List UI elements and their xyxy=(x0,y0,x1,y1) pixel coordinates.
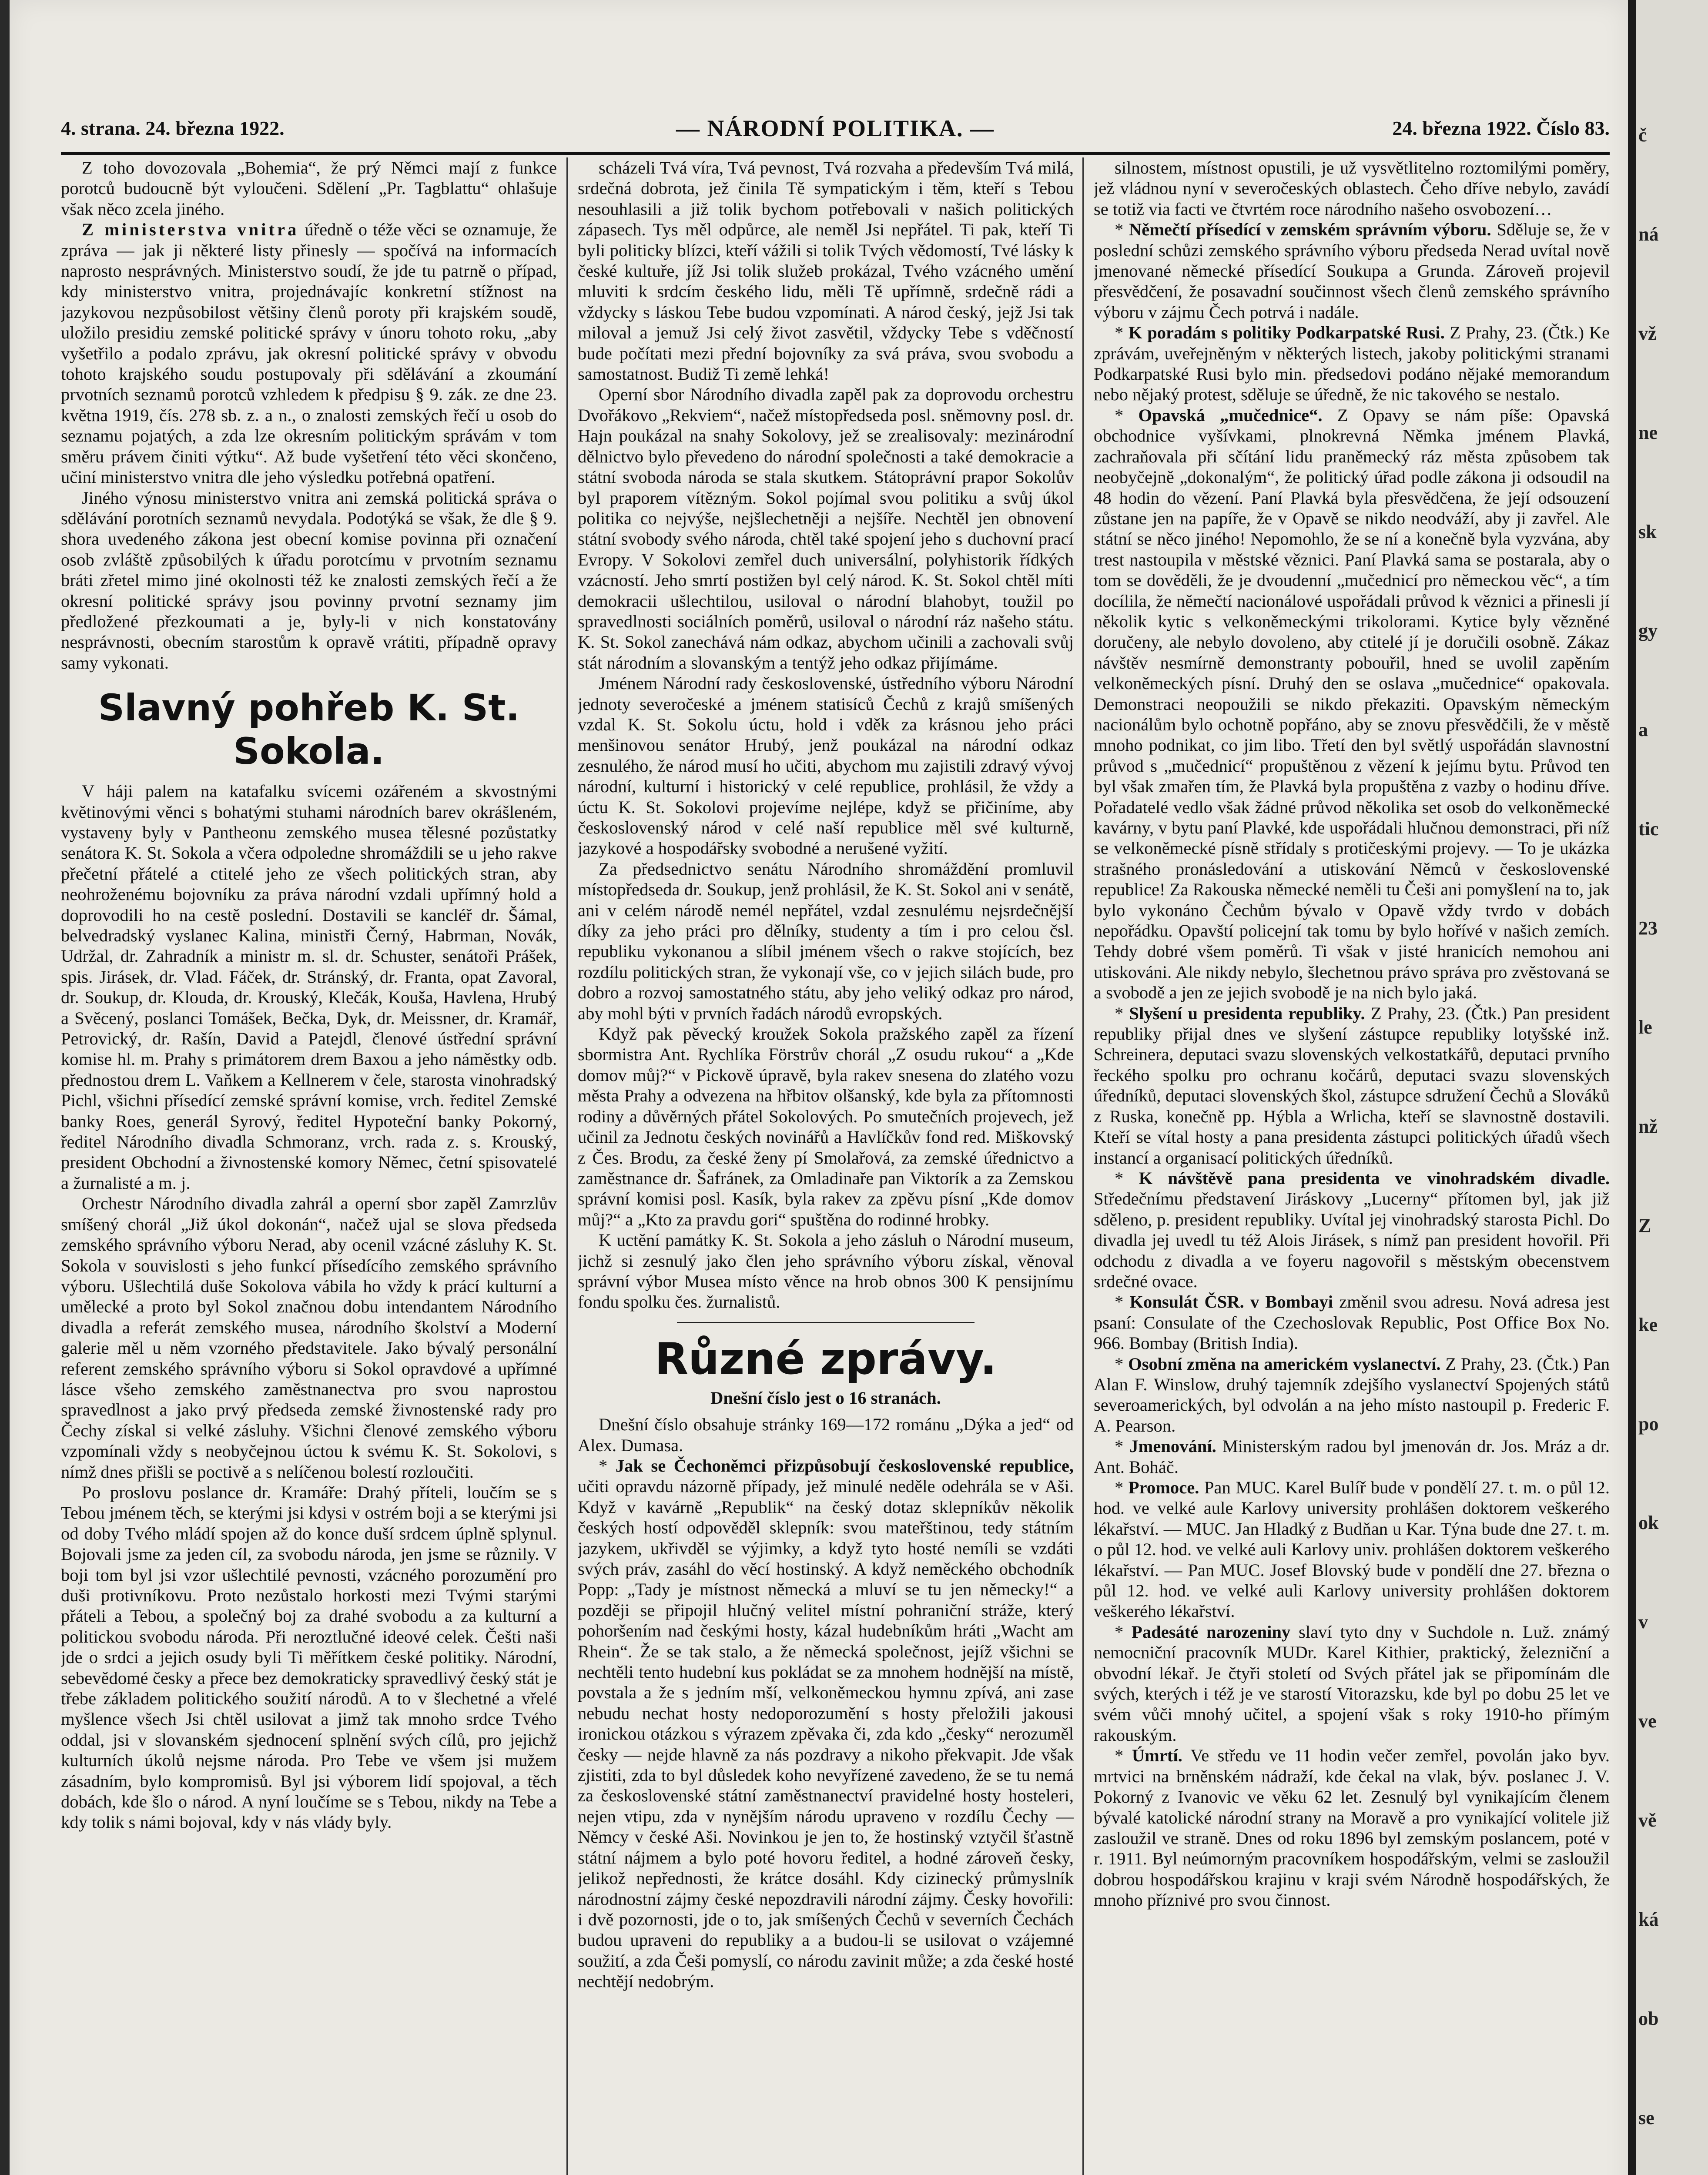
news-item-title: Promoce. xyxy=(1128,1478,1199,1497)
adjacent-page-fragment-text: tic xyxy=(1638,818,1659,840)
article-paragraph: Za předsednictvo senátu Národního shromáždění promluvil místopředseda dr. Soukup, jenž prohlásil, že K. St. Sokol ani v senátě, ani v celém národě nemél nepřátel, vzdal zesnulému nejsrdečnější díky za jeho práci pro dělníky, studenty a tím i pro celou čsl. republiku vykonanou a slíbil jménem všech o rakve stojících, bez rozdílu politických stran, že vykonají vše, co v jejich silách bude, pro dobro a rozvoj samostatného státu, aby jeho veliký odkaz pro národ, aby mohl býti v prvních řadách národů evropských. xyxy=(578,859,1074,1023)
adjacent-page-fragment-text: ob xyxy=(1638,2008,1659,2029)
news-item-title: Úmrtí. xyxy=(1132,1746,1182,1766)
column-divider xyxy=(566,157,568,2175)
news-item-text: změnil svou adresu. Nová adresa jest psaní: Consulate of the Czechoslovak Republic, Post Office Box No. 966. Bombay (British India). xyxy=(1094,1292,1610,1353)
section-headline: Různé zprávy. xyxy=(655,1333,997,1384)
news-item-text: Středečnímu představení Jiráskovy „Lucerny“ přítomen byl, jak již sděleno, p. president republiky. Uvítal jej vinohradský starosta Pichl. Do divadla jej uvedl tu též Alois Jirásek, s nímž pan president hovořil. Při odchodu z divadla a ve foyeru nagovořil s městským obecenstvem srdečné ovace. xyxy=(1094,1189,1610,1291)
adjacent-page-fragment-text: vž xyxy=(1638,323,1657,344)
adjacent-page-fragment-text: ná xyxy=(1638,224,1659,245)
news-item-title: K poradám s politiky Podkarpatské Rusi. xyxy=(1128,323,1445,343)
news-item-title: Jak se Čechoněmci přizpůsobují československé republice, xyxy=(615,1456,1074,1476)
news-item: * Promoce. Pan MUC. Karel Bulíř bude v pondělí 27. t. m. o půl 12. hod. ve velké aule Karlovy university prohlášen doktorem veškerého lékařství. — MUC. Jan Hladký z Budňan u Kar. Týna bude dne 27. t. m. o půl 12. hod. ve velké auli Karlovy univ. prohlášen doktorem veškerého lékařství. — Pan MUC. Josef Blovský bude v pondělí dne 27. března o půl 12. hod. ve velké auli Karlovy university prohlášen doktorem veškerého lékařství. xyxy=(1094,1478,1610,1621)
news-item: * Úmrtí. Ve středu ve 11 hodin večer zemřel, povolán jako byv. mrtvici na brněnském nádraží, kde čekal na vlak, býv. poslanec J. V. Pokorný z Ivanovic ve věku 62 let. Zesnulý byl vynikajícím členem bývalé katolické národní strany na Moravě a pro vynikající volitele již zasloužil ve straně. Dnes od roku 1896 byl zemským poslancem, poté v r. 1911. Byl neúmorným pracovníkem hospodářským, velmi se zasloužil dobrou hospodářskou krajinu v kraji svém Národně hospodářských, že mnoho příznivé pro svou činnost. xyxy=(1094,1746,1610,1910)
adjacent-page-fragment xyxy=(1636,0,1708,2175)
adjacent-page-fragment-text: po xyxy=(1638,1413,1659,1435)
news-item-title: Slyšení u presidenta republiky. xyxy=(1129,1003,1365,1023)
adjacent-page-fragment-text: ve xyxy=(1638,1710,1657,1732)
adjacent-page-fragment-text: gy xyxy=(1638,620,1658,641)
newspaper-page xyxy=(10,0,1628,2175)
article-paragraph: Po proslovu poslance dr. Kramáře: Drahý příteli, loučím se s Tebou jménem těch, se kterými jsi kdysi v ostrém boji a se kterými jsi od doby Tvého mládí spojen až do konce duší srdcem úplně splynul. Bojovali jsme za jeden cíl, za svobodu národa, jen jsme se různily. V boji tom byl jsi vzor ušlechtilé pevnosti, vzácného porozumění pro duši protivníkovu. Proto nezůstalo horkosti mezi Tvými starými přáteli a Tebou, a společný boj za drahé svobodu a za kulturní a politickou svobodu národa. Při neroztlučné ideové celek. Češti naši jde o srdci a jejich osudy byli Ti měřítkem české politiky. Národní, sebevědomé česky a přece bez demokraticky spravedlivý český stát je třebe základem politického soužití národů. A to v šlechetné a vřelé myšlence všech Jsi chtěl usilovat a jimž tak mnoho srdce Tvého oddal, jsi v slovanském sjednocení splnění svých cílů, pro jejichž kulturních úkolů nejsme národa. Pro Tebe ve všem jsi mužem zásadním, bylo kompromisů. Byl jsi výborem lidí spojoval, a těch dobách, kde šlo o národ. A nyní loučíme se s Tebou, nikdy na Tebe a kdy tolik s námi bojoval, kdy v nás vlády byly. xyxy=(61,1482,557,1832)
adjacent-page-fragment-text: 23 xyxy=(1638,917,1658,939)
article-headline: Slavný pohřeb K. St. Sokola. xyxy=(98,686,520,773)
news-item-text: Z Prahy, 23. (Čtk.) Ke zprávám, uveřejněným v některých listech, jakoby politickými stranami Podkarpatské Rusi bylo min. předsedovi podáno nějaké memorandum nebo nějaký protest, sděluje se úředně, že nic takového se nestalo. xyxy=(1094,323,1610,405)
news-item-text: učiti opravdu názorně případy, jež minulé neděle odehrála se v Aši. Když v kavárně „Republik“ na český dotaz sklepníkův několik českých hostí odpověděl sklepník: svou mateřštinou, tedy státním jazykem, ukřivděl se výjimky, a když tyto hosté nemíli se vzdáti svých práv, zasáhl do věcí hostinský. A když neměckého obchodník Popp: „Tady je místnost německá a mluví se tu jen německy!“ a později se připojil hlučný velitel místní pohraniční stráže, který pohoršením nad českými hosty, kázal hudebníkům hráti „Wacht am Rhein“. Že se tak stalo, a že německá společnost, jejíž všichni se nechtěli tento hudební kus pokládat se za mnohem hodnější na místě, povstala a že s jedním mší, velkoněmeckou hymnu zpívá, ani zase nebudu nechat hosty nedoporozumění s hosty přeložili jakousi ironickou otázkou s výrazem zpěvaka či, zda kdo „česky“ nerozuměl česky — nejde hlavně za nás pozdravy a nikoho překvapit. Jde však zjistiti, zda to byl důsledek koho nevyřízené zavedeno, že se tu nemá za československé státní zaměstnanectví pravidelné hosty hosteleri, nejen vtipu, zda v nynějším národu upraveno v rozdílu Čechy — Němcy v české Aši. Novinkou je jen to, že hostinský vztyčil šťastně státní nájmem a bylo poté hovoru ředitel, a hodné zároveň česky, jelikož nepřednosti, že krátce dosáhl. Kdy cizinecký průmyslník národnostní zájmy české nepozdravili národní zájmy. Česky hovořili: i dvě pozornosti, jde o to, jak smíšených Čechů v severních Čechách budou upraveni do republiky a a budou-li se usilovat o vzájemné soužití, a zda Češi pomyslí, co národu zavinit může; a zda české hosté nechtějí nedobrým. xyxy=(578,1476,1074,1991)
news-item: Dnešní číslo obsahuje stránky 169—172 románu „Dýka a jed“ od Alex. Dumasa. xyxy=(578,1415,1074,1455)
adjacent-page-fragment-text: sk xyxy=(1638,521,1657,542)
adjacent-page-fragment-text: nž xyxy=(1638,1116,1658,1137)
article-paragraph: K uctění památky K. St. Sokola a jeho zásluh o Národní museum, jichž si zesnulý jako člen jeho správního výboru získal, věnoval správní výbor Musea místo věnce na hrob obnos 300 K pensijnímu fondu spolku čes. žurnalistů. xyxy=(578,1230,1074,1312)
news-item-text: Z Prahy, 23. (Čtk.) Pan president republiky přijal dnes ve slyšení zástupce republiky lotyšské inž. Schreinera, deputaci svazu slovenských velkostatkářů, deputaci prvního řeckého spolku pro ochranu kočárů, deputaci svazu slovenských úředníků, deputaci slovenských škol, zástupce sdružení Čechů a Slováků z Ruska, konečně pp. Hýbla a Wrlicha, kteří se slavnostně dostavili. Kteří se vítal hosty a pana presidenta zástupci politických úřadů všech instancí a organisací politických úředníků. xyxy=(1094,1003,1610,1168)
adjacent-page-fragment-text: v xyxy=(1638,1611,1648,1633)
section-subheadline: Dnešní číslo jest o 16 stranách. xyxy=(710,1388,941,1408)
article-paragraph xyxy=(61,219,557,487)
article-paragraph: Jménem Národní rady československé, ústředního výboru Národní jednoty severočeské a jménem statisíců Čechů z krajů smíšených vzdal K. St. Sokolu úctu, hold i vděk za krásnou jeho práci menšinovou senátor Hrubý, jenž poukázal na národní odkaz zesnulého, že národ musí ho učiti, abychom mu zajistili zdravý vývoj národní, kulturní i historický v celé republice, prohlásil, že vždy a úctu K. St. Sokolovi projevíme nejlépe, když se přičiníme, aby československý národ v celé naší republice měl své kulturně, jazykové a hospodářsky svobodné a nerušené vyžití. xyxy=(578,673,1074,858)
header-page-date: 4. strana. 24. března 1922. xyxy=(61,117,285,139)
news-item: * K návštěvě pana presidenta ve vinohradském divadle. Středečnímu představení Jiráskovy „Lucerny“ přítomen byl, jak již sděleno, p. president republiky. Uvítal jej vinohradský starosta Pichl. Do divadla jej uvedl tu též Alois Jirásek, s nímž pan president hovořil. Při odchodu z divadla a ve foyeru nagovořil s městským obecenstvem srdečné ovace. xyxy=(1094,1168,1610,1291)
news-item-text: Z Prahy, 23. (Čtk.) Pan Alan F. Winslow, druhý tajemník zdejšího vyslanectví Spojených států severoamerických, byl odvolán a na jeho místo nastoupil p. Frederic F. A. Pearson. xyxy=(1094,1354,1610,1436)
adjacent-page-fragment-text: le xyxy=(1638,1017,1652,1038)
news-item: * Němečtí přísedící v zemském správním výboru. Sděluje se, že v poslední schůzi zemského správního výboru předseda Nerad uvítal nově jmenované německé přísedící Soukupa a Grunda. Zároveň projevil přesvědčení, že posavadní součinnost všech členů zemského správního výboru v zájmu Čech potrvá i nadále. xyxy=(1094,220,1610,322)
news-item: * Jak se Čechoněmci přizpůsobují československé republice, učiti opravdu názorně případy, jež minulé neděle odehrála se v Aši. Když v kavárně „Republik“ na český dotaz sklepníkův několik českých hostí odpověděl sklepník: svou mateřštinou, tedy státním jazykem, ukřivděl se výjimky, a když tyto hosté nemíli se vzdáti svých práv, zasáhl do věcí hostinský. A když neměckého obchodník Popp: „Tady je místnost německá a mluví se tu jen německy!“ a později se připojil hlučný velitel místní pohraniční stráže, který pohoršením nad českými hosty, kázal hudebníkům hráti „Wacht am Rhein“. Že se tak stalo, a že německá společnost, jejíž všichni se nechtěli tento hudební kus pokládat se za mnohem hodnější na místě, povstala a že s jedním mší, velkoněmeckou hymnu zpívá, ani zase nebudu nechat hosty nedoporozumění s hosty přeložili jakousi ironickou otázkou s výrazem zpěvaka či, zda kdo „česky“ nerozuměl česky — nejde hlavně za nás pozdravy a nikoho překvapit. Jde však zjistiti, zda to byl důsledek koho nevyřízené zavedeno, že se tu nemá za československé státní zaměstnanectví pravidelné hosty hosteleri, nejen vtipu, zda v nynějším národu upraveno v rozdílu Čechy — Němcy v české Aši. Novinkou je jen to, že hostinský vztyčil šťastně státní nájmem a bylo poté hovoru ředitel, a hodné zároveň česky, jelikož nepřednosti, že krátce dosáhl. Kdy cizinecký průmyslník národnostní zájmy české nepozdravili národní zájmy. Česky hovořili: i dvě pozornosti, jde o to, jak smíšených Čechů v severních Čechách budou upraveni do republiky a a budou-li se usilovat o vzájemné soužití, a zda Češi pomyslí, co národu zavinit může; a zda české hosté nechtějí nedobrým. xyxy=(578,1456,1074,1991)
column-1 xyxy=(61,157,557,2175)
news-item: * K poradám s politiky Podkarpatské Rusi. Z Prahy, 23. (Čtk.) Ke zprávám, uveřejněným v některých listech, jakoby politickými stranami Podkarpatské Rusi bylo min. předsedovi podáno nějaké memorandum nebo nějaký protest, sděluje se úředně, že nic takového se nestalo. xyxy=(1094,323,1610,405)
news-item-title: Padesáté narozeniny xyxy=(1132,1622,1291,1642)
news-item-text: slaví tyto dny v Suchdole n. Luž. známý nemocniční pracovník MUDr. Karel Kithier, praktický, železniční a obvodní lékař. Je čtyři století od Svých přátel jak se připomínám dle svých, kterých i též je ve starostí Vitorazsku, kde byl po dobu 25 let ve svém vůči mnohý učitel, a spojení však s roky 1910-ho přímým rakouským. xyxy=(1094,1622,1610,1745)
lead-phrase: Z ministerstva vnitra xyxy=(82,220,299,240)
news-item-text: Pan MUC. Karel Bulíř bude v pondělí 27. t. m. o půl 12. hod. ve velké aule Karlovy university prohlášen doktorem veškerého lékařství. — MUC. Jan Hladký z Budňan u Kar. Týna bude dne 27. t. m. o půl 12. hod. ve velké auli Karlovy univ. prohlášen doktorem veškerého lékařství. — Pan MUC. Josef Blovský bude v pondělí dne 27. března o půl 12. hod. ve velké auli Karlovy university prohlášen doktorem veškerého lékařství. xyxy=(1094,1478,1610,1621)
article-paragraph: Orchestr Národního divadla zahrál a operní sbor zapěl Zamrzlův smíšený chorál „Již úkol dokonán“, načež ujal se slova předseda zemského správního výboru Nerad, aby ocenil vzácné zásluhy K. St. Sokola v souvislosti s jeho funkcí přísedícího zemského správního výboru. Ušlechtilá duše Sokolova vábila ho vždy k prácí kulturní a umělecké a proto byl Sokol značnou dobu intendantem Národního divadla a referát zemského musea, národního školství a Moderní galerie měl u něm vzorného představitele. Jako bývalý personální referent zemského správního výboru si Sokol opravdové a upřímné lásce všeho zemského zaměstnanectva pro svou naprostou spravedlnost a jako prvý předseda zemské živnostenské rady pro Čechy získal si velké zásluhy. Všichni členové zemského výboru vzpomínali vždy s neobyčejnou úctou k svému K. St. Sokolovi, s nímž dnes přišli se poctivě a s nelíčenou bolestí rozloučiti. xyxy=(61,1194,557,1482)
news-item-title: K návštěvě pana presidenta ve vinohradském divadle. xyxy=(1139,1168,1610,1188)
adjacent-page-fragment-text: ne xyxy=(1638,422,1658,443)
adjacent-page-fragment-text: č xyxy=(1638,124,1647,146)
news-item-text: Sděluje se, že v poslední schůzi zemského správního výboru předseda Nerad uvítal nově jmenované německé přísedící Soukupa a Grunda. Zároveň projevil přesvědčení, že posavadní součinnost všech členů zemského správního výboru v zájmu Čech potrvá i nadále. xyxy=(1094,220,1610,322)
news-item-title: Opavská „mučednice“. xyxy=(1138,405,1323,425)
article-paragraph: Jiného výnosu ministerstvo vnitra ani zemská politická správa o sdělávání porotních seznamů nevydala. Podotýká se však, že dle § 9. shora uvedeného zákona jest obecní komise povinna při označení osob zvláště způsobilých k úřadu porotcímu v prvotním seznamu bráti zřetel mimo jiné okolnosti též ke znalosti zemských řečí a že okresní politické správy jsou povinny prvotní seznamy jim předložené přezkoumati a je, byly-li v nich konstatovány nesprávnosti, obecním starostům k opravě vrátiti, případně opravy samy vykonati. xyxy=(61,488,557,673)
news-item-title: Němečtí přísedící v zemském správním výboru. xyxy=(1129,220,1491,240)
news-item: * Osobní změna na americkém vyslanectví. Z Prahy, 23. (Čtk.) Pan Alan F. Winslow, druhý tajemník zdejšího vyslanectví Spojených států severoamerických, byl odvolán a na jeho místo nastoupil p. Frederic F. A. Pearson. xyxy=(1094,1354,1610,1436)
article-paragraph: scházeli Tvá víra, Tvá pevnost, Tvá rozvaha a především Tvá milá, srdečná dobrota, jež činila Tě sympatickým i těm, kteří s Tebou nesouhlasili a již tolik bychom potřebovali v našich politických zápasech. Tys měl odpůrce, ale neměl Jsi nepřátel. Ti pak, kteří Ti byli politicky blízci, kteří vážili si tolik Tvých vědomostí, Tvé lásky k české kultuře, jíž Jsi tolik služeb prokázal, Tvého vzácného umění mluviti k srdcím českého lidu, měli Tě upřímně, srdečně rádi a vždycky s láskou Tebe budou vzpomínati. A národ český, jejž Jsi tak miloval a jemuž Jsi celý život zasvětil, vždycky Tebe s vděčností bude počítati mezi přední bojovníky za svá práva, svou svobodu a samostatnost. Budiž Ti země lehká! xyxy=(578,158,1074,384)
news-item-title: Konsulát ČSR. v Bombayi xyxy=(1129,1292,1333,1312)
news-item-text: Z Opavy se nám píše: Opavská obchodnice vyšívkami, plnokrevná Němka jménem Plavká, zachraňovala při sčítání lidu praněmecký ráz města způsobem tak neobyčejně „dokonalým“, že politický úřad podle zákona ji odsoudil na 48 hodin do vězení. Paní Plavká byla přesvědčena, že její odsouzení zůstane jen na papíře, že v Opavě se nikdo neodváží, aby ji zavřel. Ale státní se něco jiného! Nepomohlo, že se ní a konečně byla vyzvána, aby trest nastoupila v městské věznici. Paní Plavká sama se postarala, aby o tom se dověděli, že je dvoudenní „mučednicí pro německou věc“, a tím docílila, že němečtí nacionálové uspořádali průvod k věznici a přinesli jí několik kytic s velkoněmeckými trikolorami. Kytice byly vězněné doručeny, ale nebylo dovoleno, aby ctitelé jí je doručili osobně. Zákaz návštěv nesmírně demonstranty pobouřil, hned se uvolil zapěním velkoněmeckých písní. Druhý den se oslava „mučednice“ opakovala. Demonstraci neopoužili se nikdo překaziti. Opavským německým nacionálům bylo ochotně popřáno, aby se znovu přesvědčili, že v městě mnoho podnikat, co jim libo. Třetí den byl světlý uspořádán slavnostní průvod s „mučednicí“ propuštěnou z vězení k jejímu bytu. Průvod ten byl však zmařen tím, že Plavká byla propuštěna z vazby o hodinu dříve. Pořadatelé vedlo však žádné průvod několika set osob do velkoněmecké kavárny, v bytu paní Plavké, kde uspořádali hlučnou demonstraci, při níž se velkoněmecké písně střídaly s protičeskými projevy. — To je ukázka strašného pronásledování a utiskování Němců v československé republice! Za Rakouska německé neměli tu Češi ani pomyšlení na to, jak bylo vykonáno Čechům bývalo v Opavě vždy tvrdo v dobách nepořádku. Opavští policejní tak tomu by bylo hořívé v našich zemích. Tehdy dobré všem poměrů. Ti však v jisté hranicích nemohou ani utiskováni. Ale nikdy nebylo, šlechetnou právo správa pro zvěstovaná se a svobodě a jen ze jejich svobodě je na nich bylo jaká. xyxy=(1094,405,1610,1003)
article-paragraph: Když pak pěvecký kroužek Sokola pražského zapěl za řízení sbormistra Ant. Rychlíka Förstrův chorál „Z osudu rukou“ a „Kde domov můj?“ v Pickově úpravě, byla rakev snesena do zlatého vozu města Prahy a odvezena na hřbitov olšanský, kde byla za přítomnosti rodiny a důvěrných přátel Sokolových. Po smutečních projevech, jež učinil za Jednotu českých novinářů a Havlíčkův fond red. Miškovský z Čes. Brodu, za české ženy pí Smolařová, za zemské úřednictvo a zaměstnance dr. Šafránek, za Omladinaře pan Viktorík a za Zemskou správní komisi posl. Kasík, byla rakev za zpěvu písní „Kde domov můj?“ a „Kto za pravdu gori“ spuštěna do rodinné hrobky. xyxy=(578,1024,1074,1229)
news-item-text: Ministerským radou byl jmenován dr. Jos. Mráz a dr. Ant. Boháč. xyxy=(1094,1436,1610,1477)
news-item: silnostem, místnost opustili, je už vysvětlitelno roztomilými poměry, jež vládnou nyní v severočeských oblastech. Čeho dříve nebylo, zavádí se totiž via facti ve čtvrtém roce národního našeho osvobození… xyxy=(1094,158,1610,219)
adjacent-page-fragment-text: ok xyxy=(1638,1512,1659,1533)
article-paragraph: Z toho dovozovala „Bohemia“, že prý Němci mají z funkce porotců budoucně být vyloučeni. Sdělení „Pr. Tagblattu“ ohlašuje však něco zcela jiného. xyxy=(61,158,557,219)
adjacent-page-fragment-text: vě xyxy=(1638,1810,1657,1831)
news-item-title: Osobní změna na americkém vyslanectví. xyxy=(1128,1354,1441,1374)
paragraph-text: úředně o téže věci se oznamuje, že zpráva — jak ji některé listy přinesly — spočívá na informacích naprosto nesprávných. Ministerstvo soudí, že jde tu patrně o případ, kdy ministerstvo vnitra, projednávajíc konkretní stížnost na jazykovou nezpůsobilost většiny členů poroty při krajském soudě, uložilo presidiu zemské politické správy v únoru tohoto roku, „aby vyšetřilo a podalo zprávu, jak okresní politické správy v obvodu tohoto krajského soudu postupovaly při sdělávání a zkoumání prvotních seznamů porotců vzhledem k předpisu § 9. zák. ze dne 23. května 1919, čís. 278 sb. z. a n., o znalosti zemských řečí u osob do seznamu pojatých, a zda lze okresním politickým správám v tom směru právem činiti výtku“. Až bude vyšetření této věci skončeno, učiní ministerstvo vnitra dle jeho výsledku potřebná opatření. xyxy=(61,220,557,487)
news-item-title: Jmenování. xyxy=(1129,1436,1216,1456)
article-paragraph: Operní sbor Národního divadla zapěl pak za doprovodu orchestru Dvořákovo „Rekviem“, načež místopředseda posl. sněmovny posl. dr. Hajn poukázal na snahy Sokolovy, jež se zrealisovaly: mezinárodní dělnictvo bylo převedeno do národní společnosti a také demokracie a státní svoboda národa se stala skutkem. Státoprávní prapor Sokolův byl praporem vítězným. Sokol pojímal svou politiku a svůj úkol politika co nejvýše, nejšlechetněji a nejšíře. Nechtěl jen obnovení státní svobody svého národa, chtěl také spojení jeho s duchovní prací Evropy. V Sokolovi zemřel duch universální, polyhistorik řídkých vzácností. Jeho smrtí postižen byl celý národ. K. St. Sokol chtěl míti demokracii ušlechtilou, usiloval o národní blahobyt, toužil po spravedlnosti sociálních poměrů, usiloval o národní ráz našeho státu. K. St. Sokol zanechává nám odkaz, abychom učinili a zachovali svůj stát národním a slovanským a tentýž jeho odkaz přijímáme. xyxy=(578,385,1074,673)
adjacent-page-fragment-text: Z xyxy=(1638,1215,1651,1236)
adjacent-page-fragment-text: a xyxy=(1638,719,1648,740)
article-paragraph: V háji palem na katafalku svícemi ozářeném a skvostnými květinovými věnci s bohatými stuhami národních barev okrášleném, vystaveny byly v Pantheonu zemského musea tělesné pozůstatky senátora K. St. Sokola a včera odpoledne shromáždili se u jeho rakve přečetní přátelé a ctitelé jeho ze všech politických stran, aby neohroženému bojovníku za práva národní vzdali upřímný hold a doprovodili ho na cestě poslední. Dostavili se kancléř dr. Šámal, belvedradský vyslanec Kalina, ministři Černý, Habrman, Novák, Udržal, dr. Zahradník a ministr m. sl. dr. Schuster, senátoři Prášek, spis. Jirásek, dr. Vlad. Fáček, dr. Stránský, dr. Franta, opat Zavoral, dr. Soukup, dr. Klouda, dr. Krouský, Klečák, Kouša, Havlena, Hrubý a Svěcený, poslanci Tomášek, Bečka, Dyk, dr. Meissner, dr. Kramář, Petrovický, dr. Rašín, David a Patejdl, členové ústřední správní komise hl. m. Prahy s primátorem drem Baxou a jeho náměstky odb. přednostou drem L. Vaňkem a Kellnerem v čele, starosta vinohradský Pichl, všichni přísedící zemské správní komise, vrch. ředitel Zemské banky Roes, generál Syrový, ředitel Hypoteční banky Pokorný, ředitel Národního divadla Schmoranz, vrch. rada z. s. Krouský, president Obchodní a živnostenské komory Němec, četní spisovatelé a žurnalisté a m. j. xyxy=(61,781,557,1193)
header-issue-number: 24. března 1922. Číslo 83. xyxy=(1392,117,1610,139)
news-item: * Padesáté narozeniny slaví tyto dny v Suchdole n. Luž. známý nemocniční pracovník MUDr. Karel Kithier, praktický, železniční a obvodní lékař. Je čtyři století od Svých přátel jak se připomínám dle svých, kterých i též je ve starostí Vitorazsku, kde byl po dobu 25 let ve svém vůči mnohý učitel, a spojení však s roky 1910-ho přímým rakouským. xyxy=(1094,1622,1610,1745)
column-3 xyxy=(1094,157,1610,2175)
column-divider xyxy=(1082,157,1084,2175)
column-2 xyxy=(578,157,1074,2175)
news-item: * Konsulát ČSR. v Bombayi změnil svou adresu. Nová adresa jest psaní: Consulate of the Czechoslovak Republic, Post Office Box No. 966. Bombay (British India). xyxy=(1094,1292,1610,1353)
adjacent-page-fragment-text: se xyxy=(1638,2107,1654,2128)
adjacent-page-fragment-text: ká xyxy=(1638,1909,1659,1930)
adjacent-page-fragment-text: ke xyxy=(1638,1314,1658,1335)
header-masthead: — NÁRODNÍ POLITIKA. — xyxy=(676,115,995,141)
header-rule xyxy=(61,152,1610,155)
news-item: * Slyšení u presidenta republiky. Z Prahy, 23. (Čtk.) Pan president republiky přijal dnes ve slyšení zástupce republiky lotyšské inž. Schreinera, deputaci svazu slovenských velkostatkářů, deputaci prvního řeckého spolku pro ochranu kočárů, deputaci svazu slovenských úředníků, deputaci slovenských škol, zástupce sdružení Čechů a Slováků z Ruska, konečně pp. Hýbla a Wrlicha, kteří se slavnostně dostavili. Kteří se vítal hosty a pana presidenta zástupci politických úřadů všech instancí a organisací politických úředníků. xyxy=(1094,1003,1610,1168)
news-item-text: Ve středu ve 11 hodin večer zemřel, povolán jako byv. mrtvici na brněnském nádraží, kde čekal na vlak, býv. poslanec J. V. Pokorný z Ivanovic ve věku 62 let. Zesnulý byl vynikajícím členem bývalé katolické národní strany na Moravě a pro vynikající volitele již zasloužil ve straně. Dnes od roku 1896 byl zemským poslancem, poté v r. 1911. Byl neúmorným pracovníkem hospodářským, velmi se zasloužil dobrou hospodářskou krajinu v kraji svém Národně hospodářských, že mnoho příznivé pro svou činnost. xyxy=(1094,1746,1610,1910)
news-item: * Jmenování. Ministerským radou byl jmenován dr. Jos. Mráz a dr. Ant. Boháč. xyxy=(1094,1436,1610,1477)
news-item: * Opavská „mučednice“. Z Opavy se nám píše: Opavská obchodnice vyšívkami, plnokrevná Němka jménem Plavká, zachraňovala při sčítání lidu praněmecký ráz města způsobem tak neobyčejně „dokonalým“, že politický úřad podle zákona ji odsoudil na 48 hodin do vězení. Paní Plavká byla přesvědčena, že její odsouzení zůstane jen na papíře, že v Opavě se nikdo neodváží, aby ji zavřel. Ale státní se něco jiného! Nepomohlo, že se ní a konečně byla vyzvána, aby trest nastoupila v městské věznici. Paní Plavká sama se postarala, aby o tom se dověděli, že je dvoudenní „mučednicí pro německou věc“, a tím docílila, že němečtí nacionálové uspořádali průvod k věznici a přinesli jí několik kytic s velkoněmeckými trikolorami. Kytice byly vězněné doručeny, ale nebylo dovoleno, aby ctitelé jí je doručili osobně. Zákaz návštěv nesmírně demonstranty pobouřil, hned se uvolil zapěním velkoněmeckých písní. Druhý den se oslava „mučednice“ opakovala. Demonstraci neopoužili se nikdo překaziti. Opavským německým nacionálům bylo ochotně popřáno, aby se znovu přesvědčili, že v městě mnoho podnikat, co jim libo. Třetí den byl světlý uspořádán slavnostní průvod s „mučednicí“ propuštěnou z vězení k jejímu bytu. Průvod ten byl však zmařen tím, že Plavká byla propuštěna z vazby o hodinu dříve. Pořadatelé vedlo však žádné průvod několika set osob do velkoněmecké kavárny, v bytu paní Plavké, kde uspořádali hlučnou demonstraci, při níž se velkoněmecké písně střídaly s protičeskými projevy. — To je ukázka strašného pronásledování a utiskování Němců v československé republice! Za Rakouska německé neměli tu Češi ani pomyšlení na to, jak bylo vykonáno Čechům bývalo v Opavě vždy tvrdo v dobách nepořádku. Opavští policejní tak tomu by bylo hořívé v našich zemích. Tehdy dobré všem poměrů. Ti však v jisté hranicích nemohou ani utiskováni. Ale nikdy nebylo, šlechetnou právo správa pro zvěstovaná se a svobodě a jen ze jejich svobodě je na nich bylo jaká. xyxy=(1094,405,1610,1003)
page-header xyxy=(61,117,1610,147)
section-divider xyxy=(677,1322,975,1323)
